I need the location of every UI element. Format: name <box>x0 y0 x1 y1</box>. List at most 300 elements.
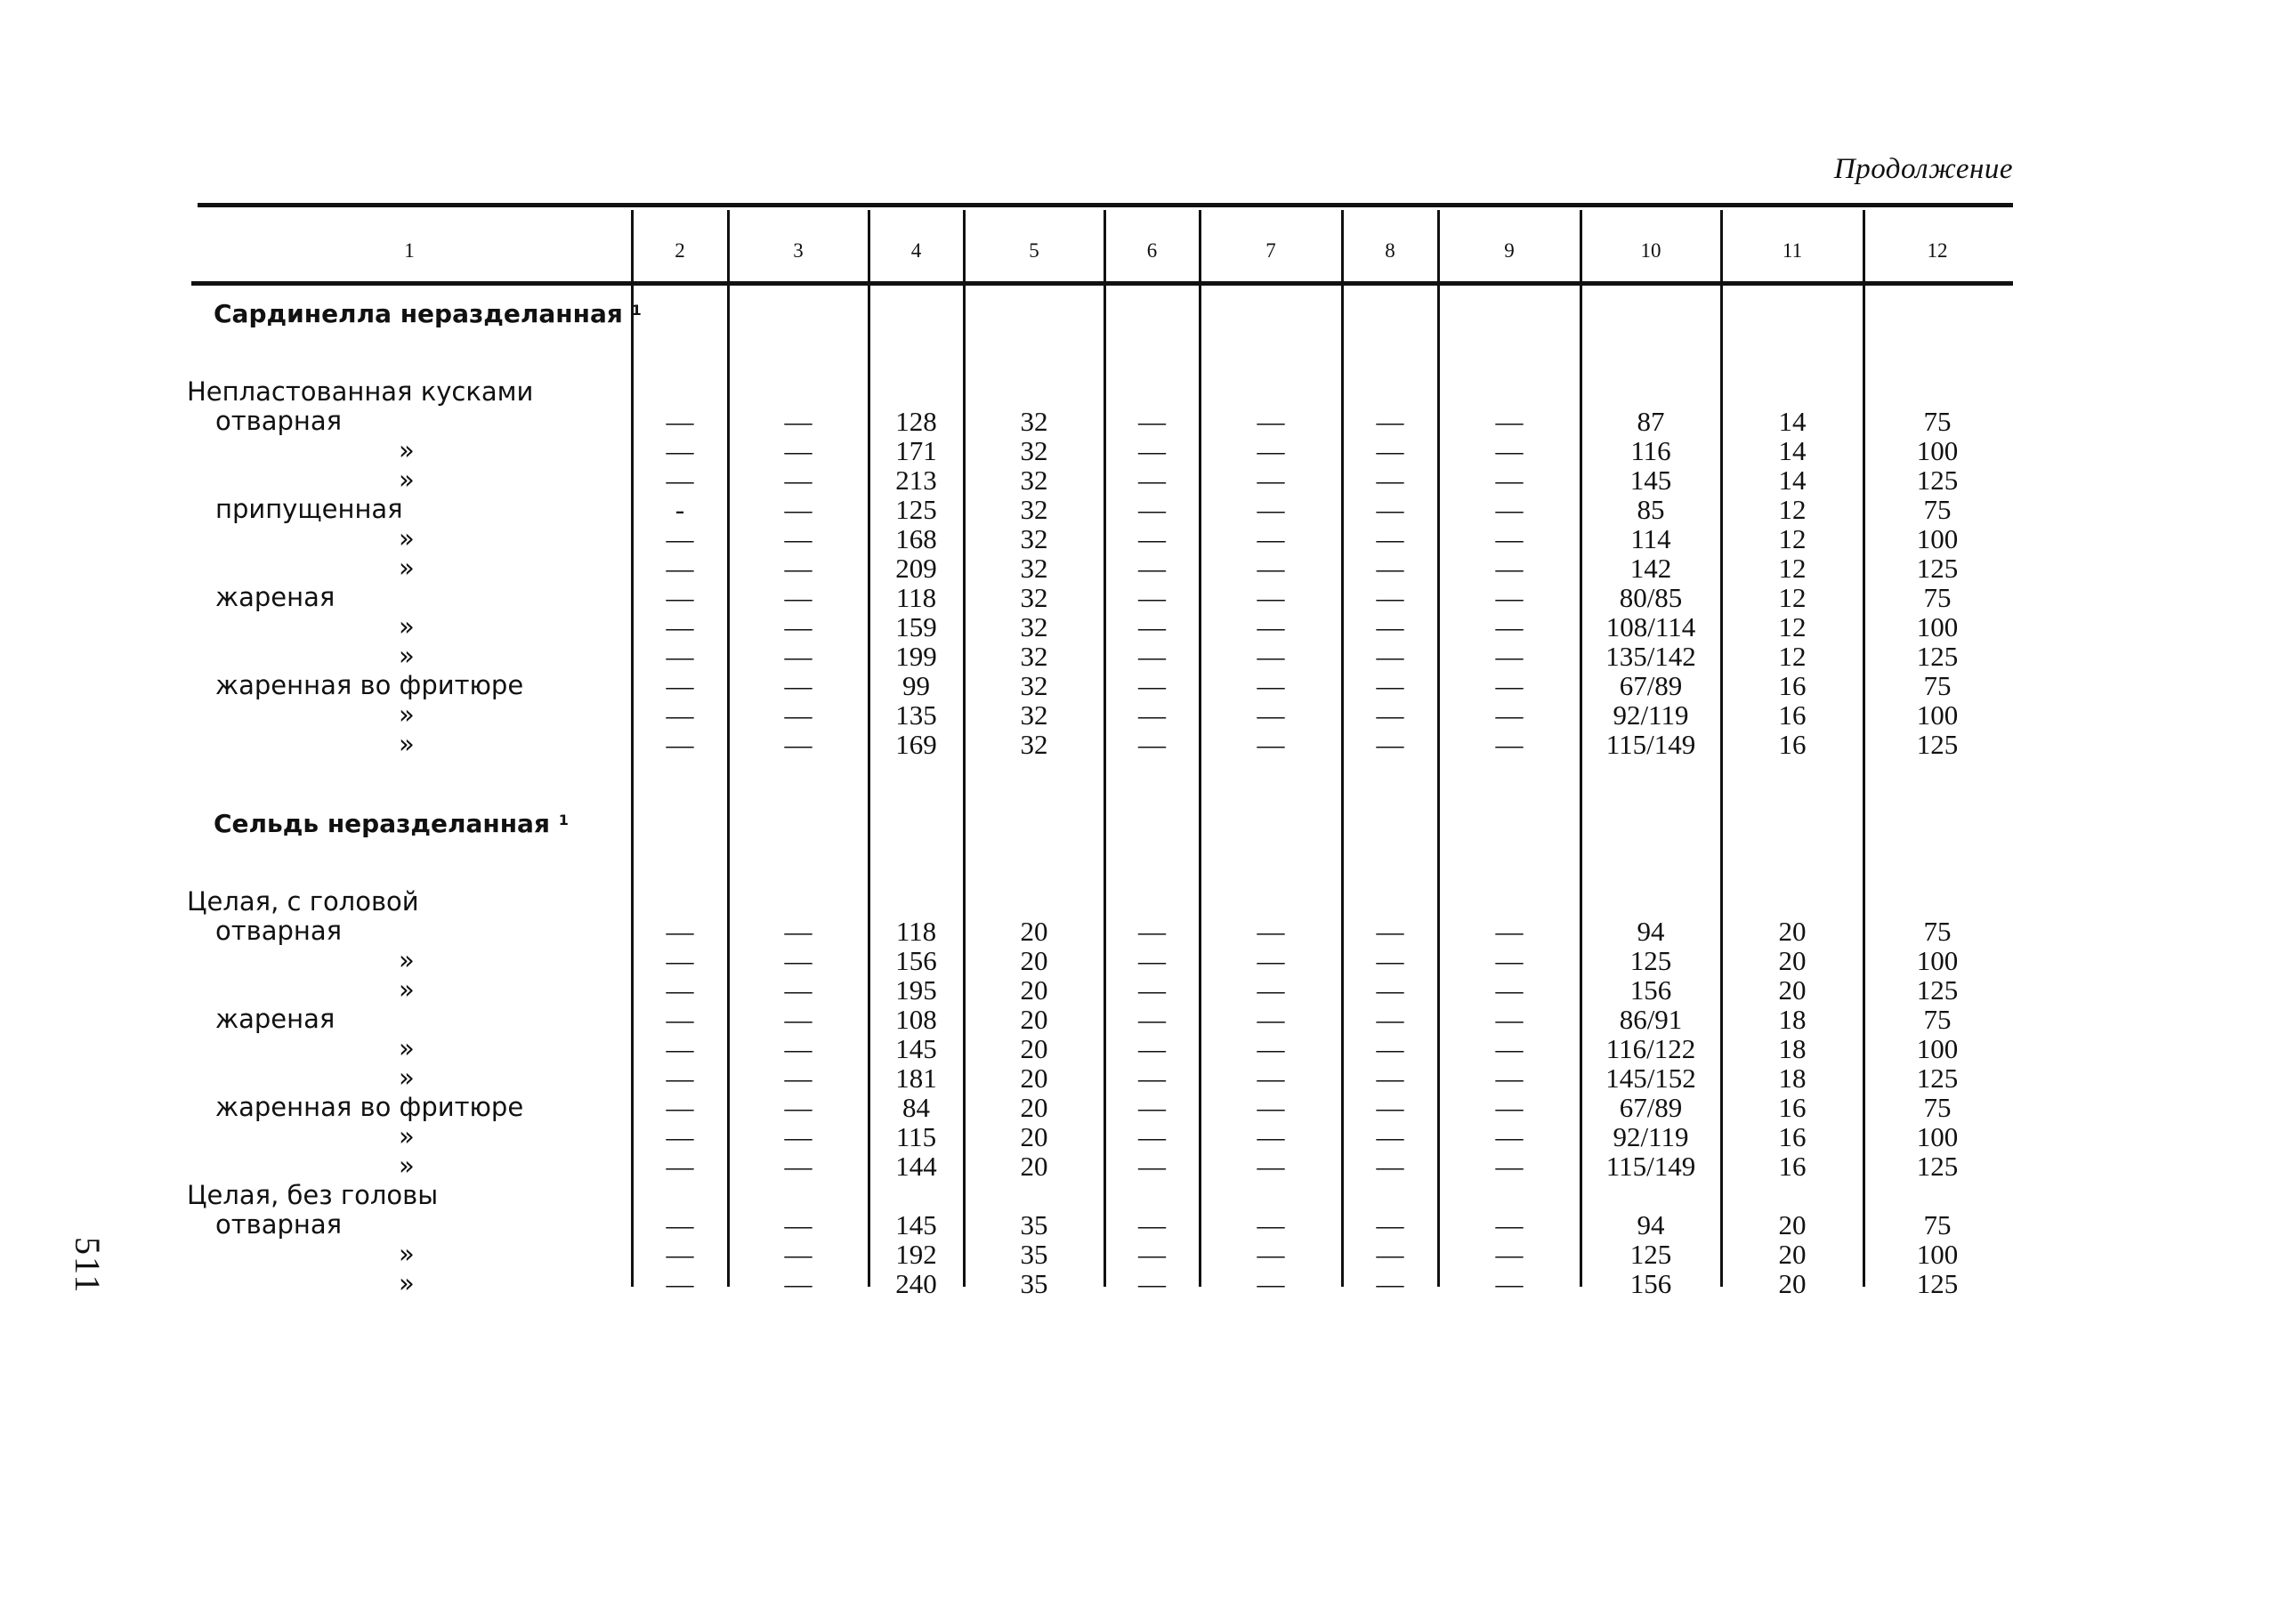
table-cell-col-4: 192 <box>895 1239 937 1270</box>
table-row <box>187 671 2011 700</box>
table-cell-col-3: — <box>784 1004 812 1035</box>
table-cell-col-2: — <box>666 553 694 584</box>
table-cell-col-3: — <box>784 435 812 466</box>
table-cell-col-5: 20 <box>1020 974 1048 1006</box>
table-cell-col-4: 159 <box>895 611 937 642</box>
table-row <box>187 946 2011 975</box>
table-cell-col-9: — <box>1495 494 1524 525</box>
table-cell-col-3: — <box>784 465 812 496</box>
table-cell-col-5: 32 <box>1020 406 1048 437</box>
table-cell-col-4: 108 <box>895 1004 937 1035</box>
table-cell-col-12: 75 <box>1923 494 1952 525</box>
table-cell-col-10: 156 <box>1629 974 1672 1006</box>
table-cell-col-8: — <box>1376 1239 1404 1270</box>
table-cell-col-5: 32 <box>1020 729 1048 760</box>
table-cell-col-9: — <box>1495 1151 1524 1182</box>
table-cell-col-3: — <box>784 1062 812 1094</box>
table-cell-col-3: — <box>784 406 812 437</box>
row-label: » <box>399 1268 415 1298</box>
table-cell-col-12 <box>1863 377 2011 407</box>
table-cell-col-9: — <box>1495 945 1524 976</box>
table-cell-col-9: — <box>1495 1092 1524 1123</box>
table-cell-col-2: — <box>666 582 694 613</box>
row-label: жаренная во фритюре <box>215 670 524 700</box>
table-cell-col-9: — <box>1495 1062 1524 1094</box>
table-cell-col-6 <box>1104 887 1200 917</box>
table-cell-col-9: — <box>1495 729 1524 760</box>
row-label: » <box>399 611 415 642</box>
table-cell-col-6: — <box>1138 1033 1166 1064</box>
table-cell-col-5: 32 <box>1020 582 1048 613</box>
table-cell-col-9: — <box>1495 641 1524 672</box>
footnote-marker: 1 <box>631 301 642 319</box>
table-cell-col-12: 100 <box>1916 1033 1959 1064</box>
table-cell-col-3: — <box>784 523 812 554</box>
table-cell-col-9: — <box>1495 916 1524 947</box>
section-title-row <box>187 795 2011 852</box>
table-row <box>187 642 2011 671</box>
table-cell-col-7: — <box>1257 1151 1285 1182</box>
table-cell-col-6: — <box>1138 1151 1166 1182</box>
table-cell-col-8 <box>1342 377 1438 407</box>
table-cell-col-12: 100 <box>1916 1121 1959 1152</box>
table-cell-col-3: — <box>784 1209 812 1240</box>
table-cell-col-4: 145 <box>895 1209 937 1240</box>
table-cell-col-2: — <box>666 1268 694 1299</box>
table-row <box>187 1210 2011 1240</box>
table-row <box>187 730 2011 759</box>
table-cell-col-10: 86/91 <box>1619 1004 1683 1035</box>
table-cell-col-8 <box>1342 1181 1438 1210</box>
table-cell-col-7: — <box>1257 1092 1285 1123</box>
table-cell-col-7: — <box>1257 1062 1285 1094</box>
row-label: отварная <box>215 406 343 436</box>
table-cell-col-3 <box>728 1181 869 1210</box>
table-cell-col-9: — <box>1495 974 1524 1006</box>
table-cell-col-8: — <box>1376 699 1404 731</box>
table-cell-col-8: — <box>1376 611 1404 642</box>
table-cell-col-11: 14 <box>1778 465 1807 496</box>
table-cell-col-2: — <box>666 435 694 466</box>
table-cell-col-3: — <box>784 1268 812 1299</box>
table-cell-col-9: — <box>1495 523 1524 554</box>
table-cell-col-6: — <box>1138 435 1166 466</box>
table-cell-col-6: — <box>1138 1092 1166 1123</box>
table-cell-col-10: 115/149 <box>1605 729 1696 760</box>
table-cell-col-8: — <box>1376 729 1404 760</box>
table-cell-col-5: 32 <box>1020 641 1048 672</box>
table-cell-col-7: — <box>1257 916 1285 947</box>
table-cell-col-4: 168 <box>895 523 937 554</box>
table-row <box>187 1240 2011 1269</box>
table-cell-col-10: 116 <box>1630 435 1671 466</box>
table-row <box>187 495 2011 524</box>
table-cell-col-11: 16 <box>1778 670 1807 701</box>
table-row <box>187 1093 2011 1122</box>
table-cell-col-3: — <box>784 916 812 947</box>
table-cell-col-6: — <box>1138 729 1166 760</box>
table-cell-col-11: 12 <box>1778 494 1807 525</box>
table-cell-col-4: 195 <box>895 974 937 1006</box>
row-label: » <box>399 1239 415 1269</box>
table-row <box>187 377 2011 407</box>
table-cell-col-6: — <box>1138 1121 1166 1152</box>
row-label: жареная <box>215 1004 336 1034</box>
column-header-8: 8 <box>1385 239 1395 262</box>
table-cell-col-8: — <box>1376 406 1404 437</box>
table-cell-col-8: — <box>1376 494 1404 525</box>
table-cell-col-9: — <box>1495 406 1524 437</box>
row-label: » <box>399 553 415 583</box>
table-row <box>187 1005 2011 1034</box>
table-cell-col-7: — <box>1257 641 1285 672</box>
table-cell-col-2: — <box>666 1209 694 1240</box>
table-cell-col-7: — <box>1257 945 1285 976</box>
table-cell-col-12: 75 <box>1923 1092 1952 1123</box>
table-cell-col-12: 125 <box>1916 1062 1959 1094</box>
table-row <box>187 612 2011 642</box>
table-cell-col-2: — <box>666 465 694 496</box>
table-cell-col-4: 128 <box>895 406 937 437</box>
table-cell-col-5: 32 <box>1020 523 1048 554</box>
table-cell-col-9 <box>1438 1181 1581 1210</box>
table-cell-col-4: 118 <box>895 916 937 947</box>
table-cell-col-10: 67/89 <box>1619 670 1683 701</box>
table-top-rule <box>198 203 2013 207</box>
table-cell-col-10 <box>1581 1181 1721 1210</box>
table-cell-col-11: 20 <box>1778 1239 1807 1270</box>
table-cell-col-12: 125 <box>1916 729 1959 760</box>
table-cell-col-2: — <box>666 699 694 731</box>
table-cell-col-7 <box>1200 1181 1342 1210</box>
table-cell-col-8: — <box>1376 1151 1404 1182</box>
table-cell-col-5 <box>964 887 1104 917</box>
table-cell-col-10: 125 <box>1629 1239 1672 1270</box>
table-cell-col-3: — <box>784 1151 812 1182</box>
table-cell-col-12: 100 <box>1916 523 1959 554</box>
table-row <box>187 407 2011 436</box>
column-header-2: 2 <box>675 239 685 262</box>
table-cell-col-7: — <box>1257 553 1285 584</box>
column-header-9: 9 <box>1504 239 1515 262</box>
table-cell-col-12: 75 <box>1923 406 1952 437</box>
table-cell-col-5: 35 <box>1020 1239 1048 1270</box>
table-cell-col-4: 125 <box>895 494 937 525</box>
table-cell-col-3: — <box>784 1121 812 1152</box>
table-cell-col-2: — <box>666 641 694 672</box>
table-cell-col-8: — <box>1376 465 1404 496</box>
table-cell-col-5: 20 <box>1020 1121 1048 1152</box>
table-cell-col-6: — <box>1138 1004 1166 1035</box>
table-cell-col-6: — <box>1138 553 1166 584</box>
table-cell-col-11: 20 <box>1778 974 1807 1006</box>
table-row <box>187 1063 2011 1093</box>
table-cell-col-12: 125 <box>1916 1151 1959 1182</box>
table-cell-col-5: 20 <box>1020 1151 1048 1182</box>
table-cell-col-5: 35 <box>1020 1268 1048 1299</box>
table-cell-col-8: — <box>1376 670 1404 701</box>
table-cell-col-4: 169 <box>895 729 937 760</box>
table-cell-col-4: 199 <box>895 641 937 672</box>
table-cell-col-11: 20 <box>1778 945 1807 976</box>
table-cell-col-9 <box>1438 377 1581 407</box>
table-cell-col-6: — <box>1138 699 1166 731</box>
table-cell-col-6: — <box>1138 670 1166 701</box>
spacer-row <box>187 852 2011 887</box>
table-cell-col-12: 75 <box>1923 582 1952 613</box>
table-row <box>187 1181 2011 1210</box>
table-cell-col-7: — <box>1257 670 1285 701</box>
table-cell-col-9: — <box>1495 435 1524 466</box>
footnote-marker: 1 <box>558 811 569 828</box>
table-cell-col-12: 75 <box>1923 1209 1952 1240</box>
table-cell-col-2: — <box>666 523 694 554</box>
table-row <box>187 1034 2011 1063</box>
table-cell-col-7: — <box>1257 699 1285 731</box>
table-cell-col-5: 32 <box>1020 465 1048 496</box>
table-cell-col-2: — <box>666 1062 694 1094</box>
table-cell-col-4 <box>869 377 964 407</box>
row-label: » <box>399 435 415 465</box>
table-cell-col-12: 100 <box>1916 435 1959 466</box>
table-cell-col-3: — <box>784 1092 812 1123</box>
table-cell-col-2: — <box>666 1121 694 1152</box>
row-label: Целая, без головы <box>187 1180 439 1210</box>
table-cell-col-6 <box>1104 377 1200 407</box>
table-cell-col-3: — <box>784 494 812 525</box>
table-row <box>187 436 2011 465</box>
table-cell-col-7: — <box>1257 582 1285 613</box>
table-cell-col-2: — <box>666 670 694 701</box>
table-cell-col-8: — <box>1376 974 1404 1006</box>
table-cell-col-10: 115/149 <box>1605 1151 1696 1182</box>
table-cell-col-10: 94 <box>1637 1209 1665 1240</box>
table-cell-col-4: 115 <box>895 1121 937 1152</box>
column-header-10: 10 <box>1640 239 1661 262</box>
table-cell-col-6: — <box>1138 1209 1166 1240</box>
table-row <box>187 917 2011 946</box>
table-cell-col-11: 12 <box>1778 523 1807 554</box>
column-header-7: 7 <box>1265 239 1276 262</box>
table-cell-col-9: — <box>1495 1004 1524 1035</box>
table-cell-col-8: — <box>1376 1062 1404 1094</box>
table-cell-col-9: — <box>1495 1268 1524 1299</box>
section-title-row <box>187 285 2011 342</box>
row-label: » <box>399 729 415 759</box>
table-cell-col-11: 20 <box>1778 1268 1807 1299</box>
table-cell-col-8: — <box>1376 1209 1404 1240</box>
table-cell-col-6: — <box>1138 1239 1166 1270</box>
row-label: жареная <box>215 582 336 612</box>
table-cell-col-3: — <box>784 641 812 672</box>
table-cell-col-8: — <box>1376 1004 1404 1035</box>
table-cell-col-7: — <box>1257 1004 1285 1035</box>
column-header-5: 5 <box>1029 239 1039 262</box>
row-label: отварная <box>215 916 343 946</box>
table-cell-col-7: — <box>1257 1239 1285 1270</box>
table-cell-col-9: — <box>1495 1121 1524 1152</box>
table-cell-col-3 <box>728 377 869 407</box>
table-cell-col-8: — <box>1376 1268 1404 1299</box>
table-cell-col-6: — <box>1138 916 1166 947</box>
table-cell-col-5: 20 <box>1020 1062 1048 1094</box>
table-cell-col-9: — <box>1495 699 1524 731</box>
table-cell-col-10: 142 <box>1629 553 1672 584</box>
table-cell-col-5: 32 <box>1020 611 1048 642</box>
spacer-row <box>187 342 2011 377</box>
table-cell-col-10: 156 <box>1629 1268 1672 1299</box>
table-cell-col-8 <box>1342 887 1438 917</box>
table-cell-col-3: — <box>784 974 812 1006</box>
row-label: » <box>399 1151 415 1181</box>
table-row <box>187 887 2011 917</box>
table-cell-col-7: — <box>1257 435 1285 466</box>
table-cell-col-12: 125 <box>1916 553 1959 584</box>
table-cell-col-7: — <box>1257 729 1285 760</box>
table-cell-col-5: 32 <box>1020 670 1048 701</box>
table-cell-col-4: 171 <box>895 435 937 466</box>
table-cell-col-10: 125 <box>1629 945 1672 976</box>
row-label: » <box>399 641 415 671</box>
column-header-3: 3 <box>793 239 804 262</box>
table-cell-col-11: 16 <box>1778 1092 1807 1123</box>
table-cell-col-7: — <box>1257 523 1285 554</box>
table-cell-col-2: — <box>666 1092 694 1123</box>
nutrition-table <box>187 285 2011 1298</box>
table-cell-col-7 <box>1200 887 1342 917</box>
table-cell-col-7: — <box>1257 1268 1285 1299</box>
table-cell-col-3: — <box>784 1239 812 1270</box>
table-cell-col-12: 75 <box>1923 1004 1952 1035</box>
table-cell-col-5: 32 <box>1020 553 1048 584</box>
table-cell-col-3: — <box>784 670 812 701</box>
table-cell-col-10: 80/85 <box>1619 582 1683 613</box>
table-cell-col-10: 87 <box>1637 406 1665 437</box>
table-cell-col-9: — <box>1495 582 1524 613</box>
table-cell-col-5: 35 <box>1020 1209 1048 1240</box>
table-cell-col-7 <box>1200 377 1342 407</box>
table-cell-col-8: — <box>1376 916 1404 947</box>
page-number: 511 <box>68 1237 108 1295</box>
table-row <box>187 583 2011 612</box>
table-cell-col-6: — <box>1138 1062 1166 1094</box>
table-cell-col-4: 135 <box>895 699 937 731</box>
table-cell-col-9: — <box>1495 1033 1524 1064</box>
table-cell-col-12: 75 <box>1923 670 1952 701</box>
continued-label: Продолжение <box>1833 153 2013 185</box>
table-cell-col-10: 92/119 <box>1613 699 1689 731</box>
table-cell-col-8: — <box>1376 1033 1404 1064</box>
table-cell-col-11: 18 <box>1778 1062 1807 1094</box>
table-cell-col-5: 32 <box>1020 699 1048 731</box>
table-cell-col-11: 16 <box>1778 699 1807 731</box>
table-cell-col-10: 114 <box>1630 523 1671 554</box>
table-cell-col-2: — <box>666 1151 694 1182</box>
table-cell-col-11: 16 <box>1778 1121 1807 1152</box>
table-cell-col-11: 14 <box>1778 435 1807 466</box>
table-cell-col-10 <box>1581 887 1721 917</box>
table-cell-col-7: — <box>1257 1121 1285 1152</box>
table-cell-col-11: 20 <box>1778 1209 1807 1240</box>
row-label: припущенная <box>215 494 403 524</box>
table-cell-col-11: 16 <box>1778 729 1807 760</box>
table-cell-col-7: — <box>1257 494 1285 525</box>
table-cell-col-9: — <box>1495 553 1524 584</box>
table-cell-col-7: — <box>1257 406 1285 437</box>
row-label: » <box>399 1121 415 1151</box>
table-cell-col-11: 18 <box>1778 1033 1807 1064</box>
row-label: Непластованная кусками <box>187 376 534 407</box>
table-cell-col-9: — <box>1495 1209 1524 1240</box>
column-header-6: 6 <box>1146 239 1158 262</box>
table-cell-col-9: — <box>1495 1239 1524 1270</box>
table-cell-col-7: — <box>1257 465 1285 496</box>
row-label: » <box>399 523 415 553</box>
table-cell-col-12: 125 <box>1916 465 1959 496</box>
table-cell-col-4: 99 <box>902 670 930 701</box>
table-cell-col-4: 145 <box>895 1033 937 1064</box>
table-cell-col-5: 20 <box>1020 1092 1048 1123</box>
section-title-text: Сардинелла неразделанная <box>214 298 623 328</box>
table-cell-col-6: — <box>1138 406 1166 437</box>
table-cell-col-2 <box>632 1181 728 1210</box>
table-cell-col-4 <box>869 887 964 917</box>
row-label: » <box>399 699 415 730</box>
table-row <box>187 1269 2011 1298</box>
table-cell-col-3: — <box>784 582 812 613</box>
column-header-4: 4 <box>910 239 922 262</box>
table-cell-col-2: — <box>666 1033 694 1064</box>
table-row <box>187 975 2011 1005</box>
row-label: » <box>399 1033 415 1063</box>
table-cell-col-6 <box>1104 1181 1200 1210</box>
table-cell-col-2: — <box>666 1239 694 1270</box>
table-cell-col-2: — <box>666 945 694 976</box>
row-label: » <box>399 945 415 975</box>
table-cell-col-10: 135/142 <box>1605 641 1696 672</box>
section-title <box>187 795 632 852</box>
table-cell-col-8: — <box>1376 1121 1404 1152</box>
table-cell-col-9: — <box>1495 670 1524 701</box>
table-cell-col-4: 84 <box>902 1092 930 1123</box>
table-cell-col-12: 100 <box>1916 945 1959 976</box>
table-cell-col-12: 125 <box>1916 1268 1959 1299</box>
table-cell-col-10: 145/152 <box>1605 1062 1696 1094</box>
table-cell-col-2 <box>632 377 728 407</box>
table-cell-col-4: 156 <box>895 945 937 976</box>
table-cell-col-4: 209 <box>895 553 937 584</box>
table-cell-col-11 <box>1721 1181 1863 1210</box>
table-cell-col-5: 20 <box>1020 1033 1048 1064</box>
table-cell-col-9: — <box>1495 611 1524 642</box>
table-cell-col-10: 116/122 <box>1605 1033 1696 1064</box>
table-row <box>187 700 2011 730</box>
table-cell-col-12 <box>1863 1181 2011 1210</box>
table-cell-col-8: — <box>1376 582 1404 613</box>
table-cell-col-10: 92/119 <box>1613 1121 1689 1152</box>
table-cell-col-7: — <box>1257 1209 1285 1240</box>
table-cell-col-5 <box>964 1181 1104 1210</box>
table-cell-col-6: — <box>1138 494 1166 525</box>
table-cell-col-2: — <box>666 729 694 760</box>
table-cell-col-7: — <box>1257 611 1285 642</box>
table-row <box>187 524 2011 553</box>
table-cell-col-10: 94 <box>1637 916 1665 947</box>
table-cell-col-4: 144 <box>895 1151 937 1182</box>
row-label: » <box>399 465 415 495</box>
table-cell-col-12: 75 <box>1923 916 1952 947</box>
column-header-11: 11 <box>1782 239 1803 262</box>
